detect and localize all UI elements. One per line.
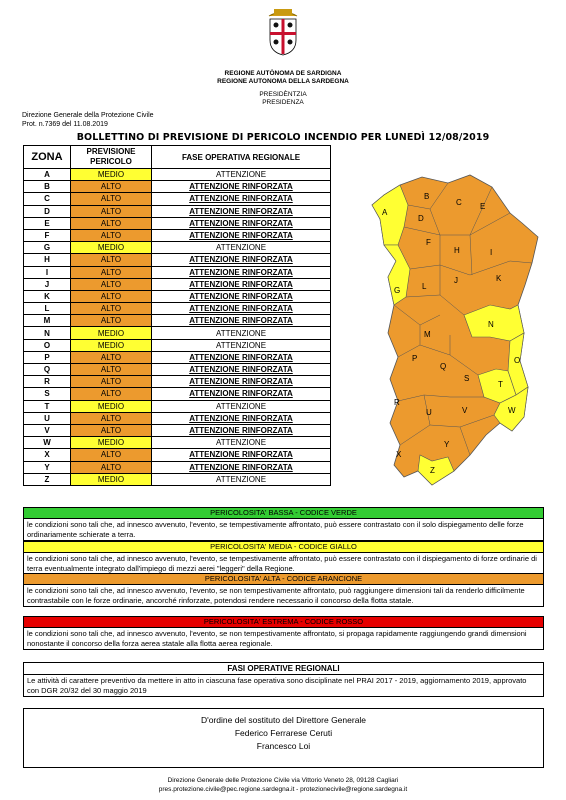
zone-letter: G: [24, 242, 71, 254]
zone-forecast-level: MEDIO: [71, 327, 152, 339]
table-row: [24, 205, 331, 217]
map-label-a: A: [382, 208, 388, 217]
table-row: [24, 461, 331, 473]
zone-forecast-level: ALTO: [71, 364, 152, 376]
map-label-v: V: [462, 406, 468, 415]
map-label-e: E: [480, 202, 486, 211]
zone-operative-phase: ATTENZIONE: [152, 437, 331, 449]
zone-letter: E: [24, 217, 71, 229]
zone-letter: N: [24, 327, 71, 339]
map-label-s: S: [464, 374, 470, 383]
legend-alta-title: PERICOLOSITA' ALTA - CODICE ARANCIONE: [24, 574, 543, 585]
map-label-d: D: [418, 214, 424, 223]
map-label-y: Y: [444, 440, 450, 449]
zone-letter: O: [24, 339, 71, 351]
table-row: [24, 181, 331, 193]
zone-rows: [24, 169, 331, 486]
zone-forecast-level: ALTO: [71, 388, 152, 400]
legend-estrema-text: le condizioni sono tali che, ad innesco avvenuto, l'evento, se non tempestivamente affrontato, si propaga rapidamente raggiungendo grandi dimensioni nonostante il concorso della forza aerea statale alla flotta aerea regionale.: [27, 629, 527, 648]
zone-letter: F: [24, 229, 71, 241]
map-label-j: J: [454, 276, 458, 285]
map-label-b: B: [424, 192, 430, 201]
map-label-k: K: [496, 274, 502, 283]
zone-letter: J: [24, 278, 71, 290]
footer-emails: pres.protezione.civile@pec.regione.sardegna.it - protezionecivile@regione.sardegna.it: [158, 786, 408, 793]
region-name-sardinian: REGIONE AUTÒNOMA DE SARDIGNA: [224, 70, 342, 77]
legend-estrema: [23, 616, 544, 650]
zone-forecast-level: ALTO: [71, 181, 152, 193]
zone-forecast-level: ALTO: [71, 449, 152, 461]
zone-letter: W: [24, 437, 71, 449]
legend-bassa-text: le condizioni sono tali che, ad innesco avvenuto, l'evento, se tempestivamente affrontato, può essere contrastato con il solo dispiegamento delle forze ordinariamente schierate a terra.: [27, 520, 524, 539]
table-row: [24, 254, 331, 266]
zone-operative-phase: ATTENZIONE RINFORZATA: [152, 217, 331, 229]
zone-operative-phase: ATTENZIONE RINFORZATA: [152, 412, 331, 424]
zone-letter: D: [24, 205, 71, 217]
footer-address: Direzione Generale delle Protezione Civile via Vittorio Veneto 28, 09128 Cagliari: [167, 777, 399, 784]
zone-letter: P: [24, 351, 71, 363]
zone-operative-phase: ATTENZIONE RINFORZATA: [152, 424, 331, 436]
zone-letter: X: [24, 449, 71, 461]
table-row: [24, 193, 331, 205]
bulletin-title: BOLLETTINO DI PREVISIONE DI PERICOLO INCENDIO PER LUNEDÌ 12/08/2019: [76, 132, 490, 143]
presidency-italian: PRESIDENZA: [262, 99, 304, 106]
column-header-phase: FASE OPERATIVA REGIONALE: [152, 146, 331, 169]
region-name-italian: REGIONE AUTONOMA DELLA SARDEGNA: [217, 78, 349, 85]
zone-letter: Z: [24, 473, 71, 485]
zone-letter: Q: [24, 364, 71, 376]
table-row: [24, 278, 331, 290]
zone-operative-phase: ATTENZIONE: [152, 169, 331, 181]
table-row: [24, 229, 331, 241]
map-label-x: X: [396, 450, 402, 459]
table-row: [24, 351, 331, 363]
zone-operative-phase: ATTENZIONE RINFORZATA: [152, 461, 331, 473]
table-row: [24, 169, 331, 181]
zone-operative-phase: ATTENZIONE: [152, 242, 331, 254]
zone-forecast-level: ALTO: [71, 217, 152, 229]
zone-operative-phase: ATTENZIONE: [152, 339, 331, 351]
table-row: [24, 424, 331, 436]
table-row: [24, 242, 331, 254]
zone-operative-phase: ATTENZIONE RINFORZATA: [152, 376, 331, 388]
legend-media-text: le condizioni sono tali che, ad innesco avvenuto, l'evento, se tempestivamente affrontato, può essere contrastato con il dispiegamento di forze ordinarie di terra eventualmente integrato dall'impiego di mezzi aerei "leggeri" della Regione.: [27, 554, 537, 573]
zone-operative-phase: ATTENZIONE RINFORZATA: [152, 181, 331, 193]
zone-operative-phase: ATTENZIONE RINFORZATA: [152, 193, 331, 205]
map-label-z: Z: [430, 466, 435, 475]
table-row: [24, 473, 331, 485]
zone-letter: B: [24, 181, 71, 193]
protocol-number: Prot. n.7369 del 11.08.2019: [22, 121, 108, 128]
zone-operative-phase: ATTENZIONE RINFORZATA: [152, 315, 331, 327]
zone-operative-phase: ATTENZIONE RINFORZATA: [152, 449, 331, 461]
map-label-n: N: [488, 320, 494, 329]
zone-letter: V: [24, 424, 71, 436]
zone-operative-phase: ATTENZIONE: [152, 327, 331, 339]
zone-forecast-level: MEDIO: [71, 242, 152, 254]
zone-forecast-level: ALTO: [71, 266, 152, 278]
zone-operative-phase: ATTENZIONE RINFORZATA: [152, 266, 331, 278]
legend-media: [23, 541, 544, 575]
table-row: [24, 339, 331, 351]
zone-letter: M: [24, 315, 71, 327]
zone-forecast-level: ALTO: [71, 290, 152, 302]
zone-operative-phase: ATTENZIONE: [152, 400, 331, 412]
zone-letter: K: [24, 290, 71, 302]
zone-forecast-level: ALTO: [71, 315, 152, 327]
zone-letter: S: [24, 388, 71, 400]
map-label-c: C: [456, 198, 462, 207]
zone-letter: Y: [24, 461, 71, 473]
sardinia-risk-map: [360, 165, 550, 490]
zone-forecast-level: ALTO: [71, 254, 152, 266]
map-label-p: P: [412, 354, 418, 363]
zone-letter: C: [24, 193, 71, 205]
regional-coat-of-arms-icon: [265, 6, 301, 56]
zone-operative-phase: ATTENZIONE RINFORZATA: [152, 290, 331, 302]
legend-media-title: PERICOLOSITA' MEDIA - CODICE GIALLO: [24, 542, 543, 553]
zone-forecast-level: ALTO: [71, 412, 152, 424]
map-label-h: H: [454, 246, 460, 255]
table-row: [24, 290, 331, 302]
signature-line-3: Francesco Loi: [256, 741, 311, 751]
map-label-u: U: [426, 408, 432, 417]
zone-letter: T: [24, 400, 71, 412]
zone-forecast-level: MEDIO: [71, 339, 152, 351]
zone-forecast-level: ALTO: [71, 461, 152, 473]
map-label-w: W: [508, 406, 516, 415]
table-row: [24, 266, 331, 278]
column-header-forecast: PREVISIONE PERICOLO: [71, 146, 152, 169]
department-name: Direzione Generale della Protezione Civile: [22, 112, 154, 119]
zone-letter: I: [24, 266, 71, 278]
presidency-sardinian: PRESIDÈNTZIA: [259, 91, 307, 98]
map-label-g: G: [394, 286, 401, 295]
map-label-l: L: [422, 282, 427, 291]
signature-box: [23, 708, 544, 768]
zone-operative-phase: ATTENZIONE RINFORZATA: [152, 205, 331, 217]
map-label-t: T: [498, 380, 503, 389]
zone-forecast-level: ALTO: [71, 351, 152, 363]
table-row: [24, 327, 331, 339]
zone-forecast-level: ALTO: [71, 278, 152, 290]
signature-line-2: Federico Ferrarese Ceruti: [234, 728, 333, 738]
legend-bassa-title: PERICOLOSITA' BASSA - CODICE VERDE: [24, 508, 543, 519]
zone-letter: U: [24, 412, 71, 424]
zone-letter: L: [24, 303, 71, 315]
table-row: [24, 388, 331, 400]
zone-forecast-level: ALTO: [71, 376, 152, 388]
map-label-o: O: [514, 356, 521, 365]
table-row: [24, 364, 331, 376]
zone-forecast-level: ALTO: [71, 205, 152, 217]
legend-alta-text: le condizioni sono tali che, ad innesco avvenuto, l'evento, se non tempestivamente affrontato, può raggiungere dimensioni tali da renderlo difficilmente contrastabile con le forze ordinarie, ancorché rinforzate, potendosi rendere necessario il concorso della flotta statale.: [27, 586, 525, 605]
zone-operative-phase: ATTENZIONE RINFORZATA: [152, 303, 331, 315]
column-header-zone: ZONA: [24, 146, 71, 169]
map-label-m: M: [424, 330, 431, 339]
zone-operative-phase: ATTENZIONE RINFORZATA: [152, 278, 331, 290]
zone-forecast-level: MEDIO: [71, 169, 152, 181]
legend-alta: [23, 573, 544, 607]
table-row: [24, 315, 331, 327]
table-row: [24, 412, 331, 424]
zone-operative-phase: ATTENZIONE RINFORZATA: [152, 254, 331, 266]
map-label-f: F: [426, 238, 431, 247]
zone-forecast-table: [23, 145, 331, 486]
table-row: [24, 437, 331, 449]
table-row: [24, 303, 331, 315]
zone-forecast-level: ALTO: [71, 303, 152, 315]
map-label-r: R: [394, 398, 400, 407]
table-row: [24, 400, 331, 412]
table-row: [24, 449, 331, 461]
zone-operative-phase: ATTENZIONE RINFORZATA: [152, 351, 331, 363]
zone-letter: A: [24, 169, 71, 181]
fasi-title: FASI OPERATIVE REGIONALI: [24, 663, 543, 675]
zone-forecast-level: ALTO: [71, 193, 152, 205]
map-label-q: Q: [440, 362, 447, 371]
table-row: [24, 217, 331, 229]
fasi-operative-box: [23, 662, 544, 697]
zone-forecast-level: ALTO: [71, 229, 152, 241]
zone-operative-phase: ATTENZIONE: [152, 473, 331, 485]
zone-forecast-level: MEDIO: [71, 400, 152, 412]
signature-line-1: D'ordine del sostituto del Direttore Generale: [200, 715, 367, 725]
zone-operative-phase: ATTENZIONE RINFORZATA: [152, 388, 331, 400]
fasi-text: Le attività di carattere preventivo da mettere in atto in ciascuna fase operativa sono disciplinate nel PRAI 2017 - 2019, aggiornamento 2019, approvato con DGR 20/32 del 30 maggio 2019: [27, 676, 527, 695]
zone-letter: H: [24, 254, 71, 266]
table-row: [24, 376, 331, 388]
zone-letter: R: [24, 376, 71, 388]
zone-forecast-level: MEDIO: [71, 437, 152, 449]
zone-forecast-level: ALTO: [71, 424, 152, 436]
zone-forecast-level: MEDIO: [71, 473, 152, 485]
legend-estrema-title: PERICOLOSITA' ESTREMA - CODICE ROSSO: [24, 617, 543, 628]
zone-operative-phase: ATTENZIONE RINFORZATA: [152, 229, 331, 241]
map-label-i: I: [490, 248, 493, 257]
zone-operative-phase: ATTENZIONE RINFORZATA: [152, 364, 331, 376]
legend-bassa: [23, 507, 544, 541]
